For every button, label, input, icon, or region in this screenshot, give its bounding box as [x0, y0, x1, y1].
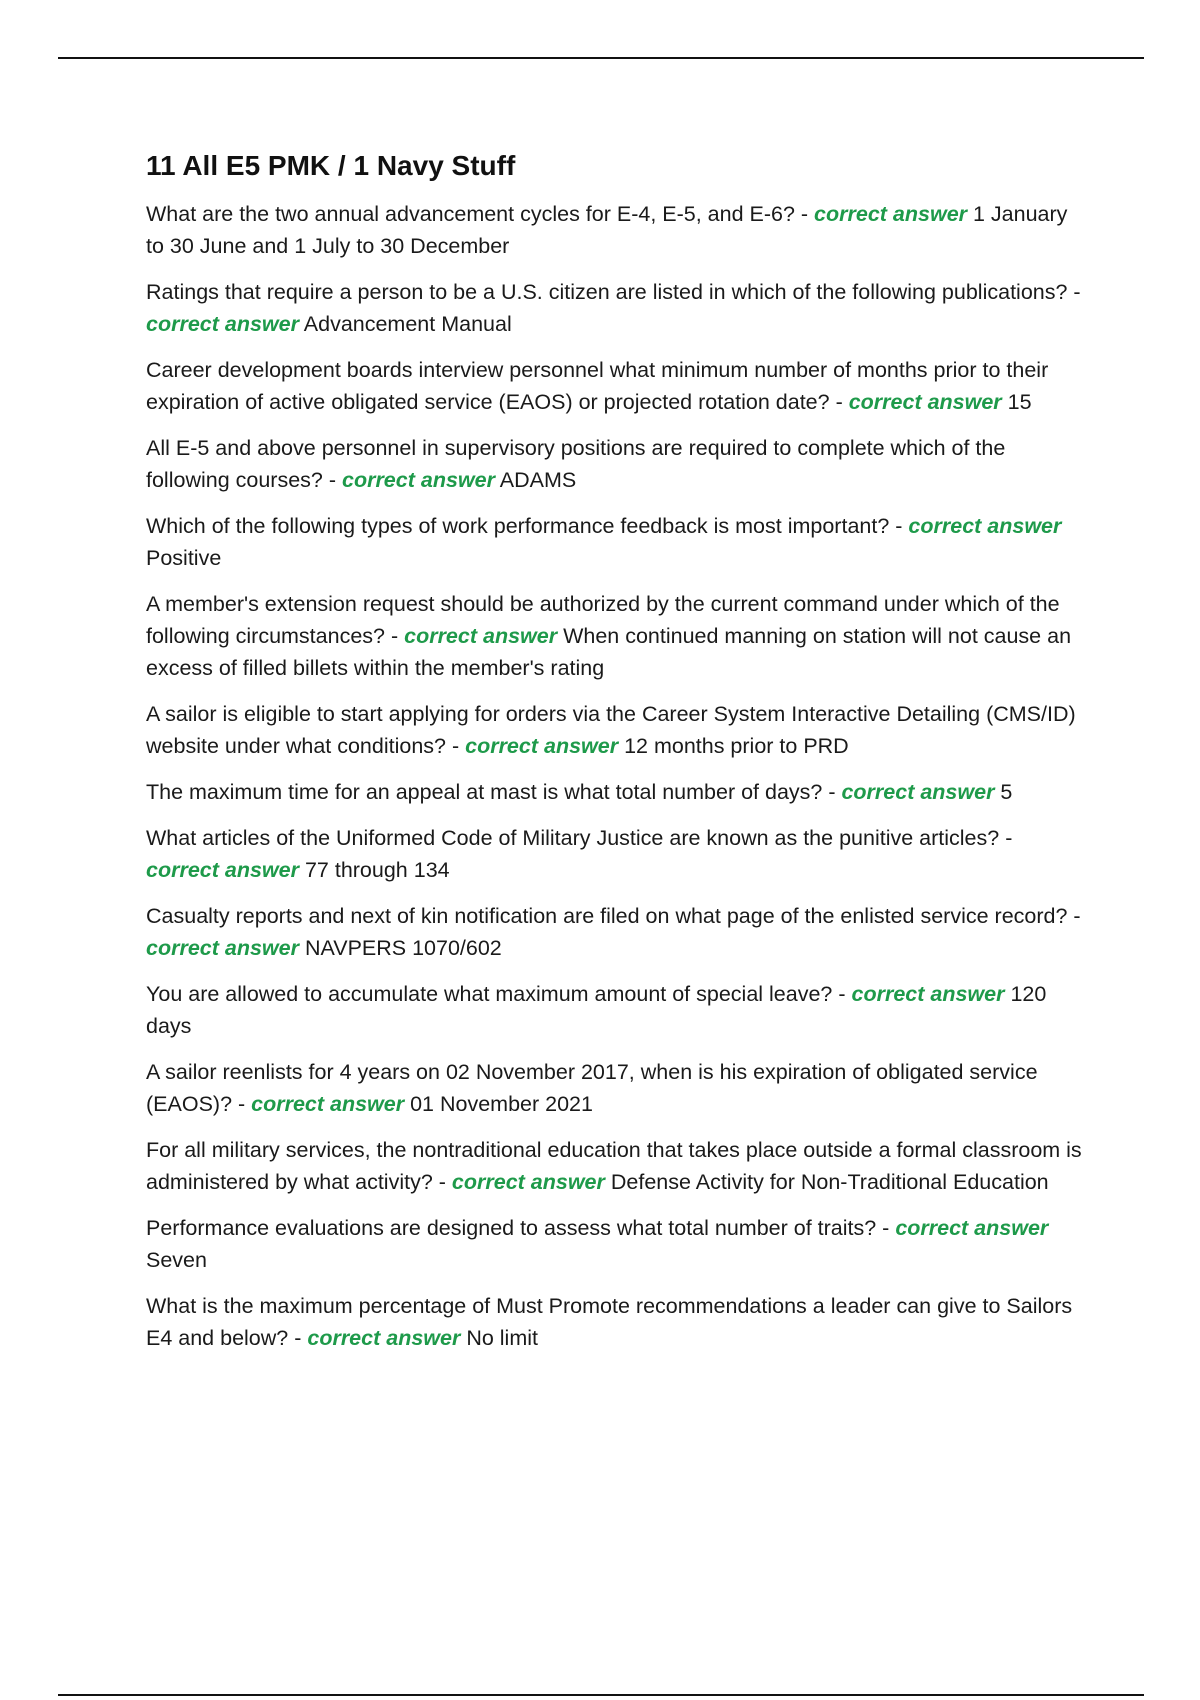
qa-item — [146, 1212, 1082, 1276]
answer-text: Advancement Manual — [303, 312, 512, 336]
question-text: What is the maximum percentage of Must Promote recommendations a leader can give to Sailors E4 and below? — [146, 1294, 1073, 1350]
question-text: Career development boards interview personnel what minimum number of months prior to their expiration of active obligated service (EAOS) or projected rotation date? — [146, 358, 1049, 414]
question-text: For all military services, the nontraditional education that takes place outside a formal classroom is administered by what activity? — [146, 1138, 1082, 1194]
qa-item — [146, 1056, 1082, 1120]
separator: - — [446, 734, 466, 758]
answer-marker: correct answer — [404, 624, 558, 648]
answer-marker: correct answer — [814, 202, 968, 226]
answer-text: 01 November 2021 — [410, 1092, 593, 1116]
answer-text: 5 — [1000, 780, 1013, 804]
qa-item — [146, 510, 1082, 574]
separator: - — [1067, 904, 1081, 928]
qa-item — [146, 698, 1082, 762]
answer-text: Positive — [146, 546, 222, 570]
answer-marker: correct answer — [146, 858, 299, 882]
answer-marker: correct answer — [465, 734, 619, 758]
separator: - — [822, 780, 842, 804]
separator: - — [385, 624, 405, 648]
qa-item — [146, 1290, 1082, 1354]
answer-text: NAVPERS 1070/602 — [304, 936, 502, 960]
answer-text: 15 — [1007, 390, 1032, 414]
qa-item — [146, 822, 1082, 886]
separator: - — [432, 1170, 452, 1194]
page-title: 11 All E5 PMK / 1 Navy Stuff — [146, 150, 516, 181]
answer-marker: correct answer — [341, 468, 495, 492]
qa-item — [146, 198, 1082, 262]
answer-marker: correct answer — [146, 936, 299, 960]
answer-marker: correct answer — [851, 982, 1005, 1006]
answer-marker: correct answer — [848, 390, 1002, 414]
separator: - — [999, 826, 1013, 850]
answer-text: When continued manning on station will not cause an excess of filled billets within the member's rating — [146, 624, 1072, 680]
question-text: A sailor is eligible to start applying for orders via the Career System Interactive Detailing (CMS/ID) website under what conditions? — [146, 702, 1076, 758]
separator: - — [232, 1092, 252, 1116]
question-text: What are the two annual advancement cycles for E-4, E-5, and E-6? — [146, 202, 795, 226]
question-text: A member's extension request should be authorized by the current command under which of the following circumstances? — [146, 592, 1060, 648]
qa-item — [146, 1134, 1082, 1198]
question-text: Casualty reports and next of kin notification are filed on what page of the enlisted service record? — [146, 904, 1068, 928]
question-text: You are allowed to accumulate what maximum amount of special leave? — [146, 982, 833, 1006]
question-text: The maximum time for an appeal at mast is what total number of days? — [146, 780, 823, 804]
answer-text: ADAMS — [499, 468, 577, 492]
qa-item — [146, 276, 1082, 340]
answer-text: 77 through 134 — [304, 858, 450, 882]
answer-marker: correct answer — [251, 1092, 405, 1116]
answer-marker: correct answer — [307, 1326, 461, 1350]
answer-text: 1 January to 30 June and 1 July to 30 December — [146, 202, 1068, 258]
answer-marker: correct answer — [895, 1216, 1049, 1240]
qa-item — [146, 432, 1082, 496]
question-text: Performance evaluations are designed to assess what total number of traits? — [146, 1216, 877, 1240]
qa-item — [146, 354, 1082, 418]
qa-item — [146, 588, 1082, 684]
question-text: What articles of the Uniformed Code of Military Justice are known as the punitive articles? — [146, 826, 1000, 850]
separator: - — [322, 468, 342, 492]
answer-text: 12 months prior to PRD — [624, 734, 849, 758]
answer-text: Seven — [146, 1248, 207, 1272]
qa-item — [146, 900, 1082, 964]
qa-item — [146, 978, 1082, 1042]
answer-text: Defense Activity for Non-Traditional Education — [610, 1170, 1049, 1194]
separator: - — [832, 982, 852, 1006]
question-text: A sailor reenlists for 4 years on 02 November 2017, when is his expiration of obligated service (EAOS)? — [146, 1060, 1038, 1116]
answer-marker: correct answer — [841, 780, 995, 804]
qa-item — [146, 776, 1082, 808]
separator: - — [288, 1326, 308, 1350]
question-text: Ratings that require a person to be a U.S. citizen are listed in which of the following publications? — [146, 280, 1068, 304]
answer-text: 120 days — [146, 982, 1047, 1038]
answer-marker: correct answer — [146, 312, 299, 336]
separator: - — [794, 202, 815, 226]
separator: - — [889, 514, 909, 538]
separator: - — [1067, 280, 1081, 304]
answer-text: No limit — [466, 1326, 538, 1350]
question-text: Which of the following types of work performance feedback is most important? — [146, 514, 890, 538]
answer-marker: correct answer — [908, 514, 1062, 538]
top-rule — [58, 57, 1144, 59]
separator: - — [876, 1216, 896, 1240]
document-body — [146, 146, 1082, 1368]
separator: - — [829, 390, 849, 414]
question-text: All E-5 and above personnel in supervisory positions are required to complete which of the following courses? — [146, 436, 1006, 492]
bottom-rule — [58, 1694, 1144, 1696]
answer-marker: correct answer — [451, 1170, 605, 1194]
